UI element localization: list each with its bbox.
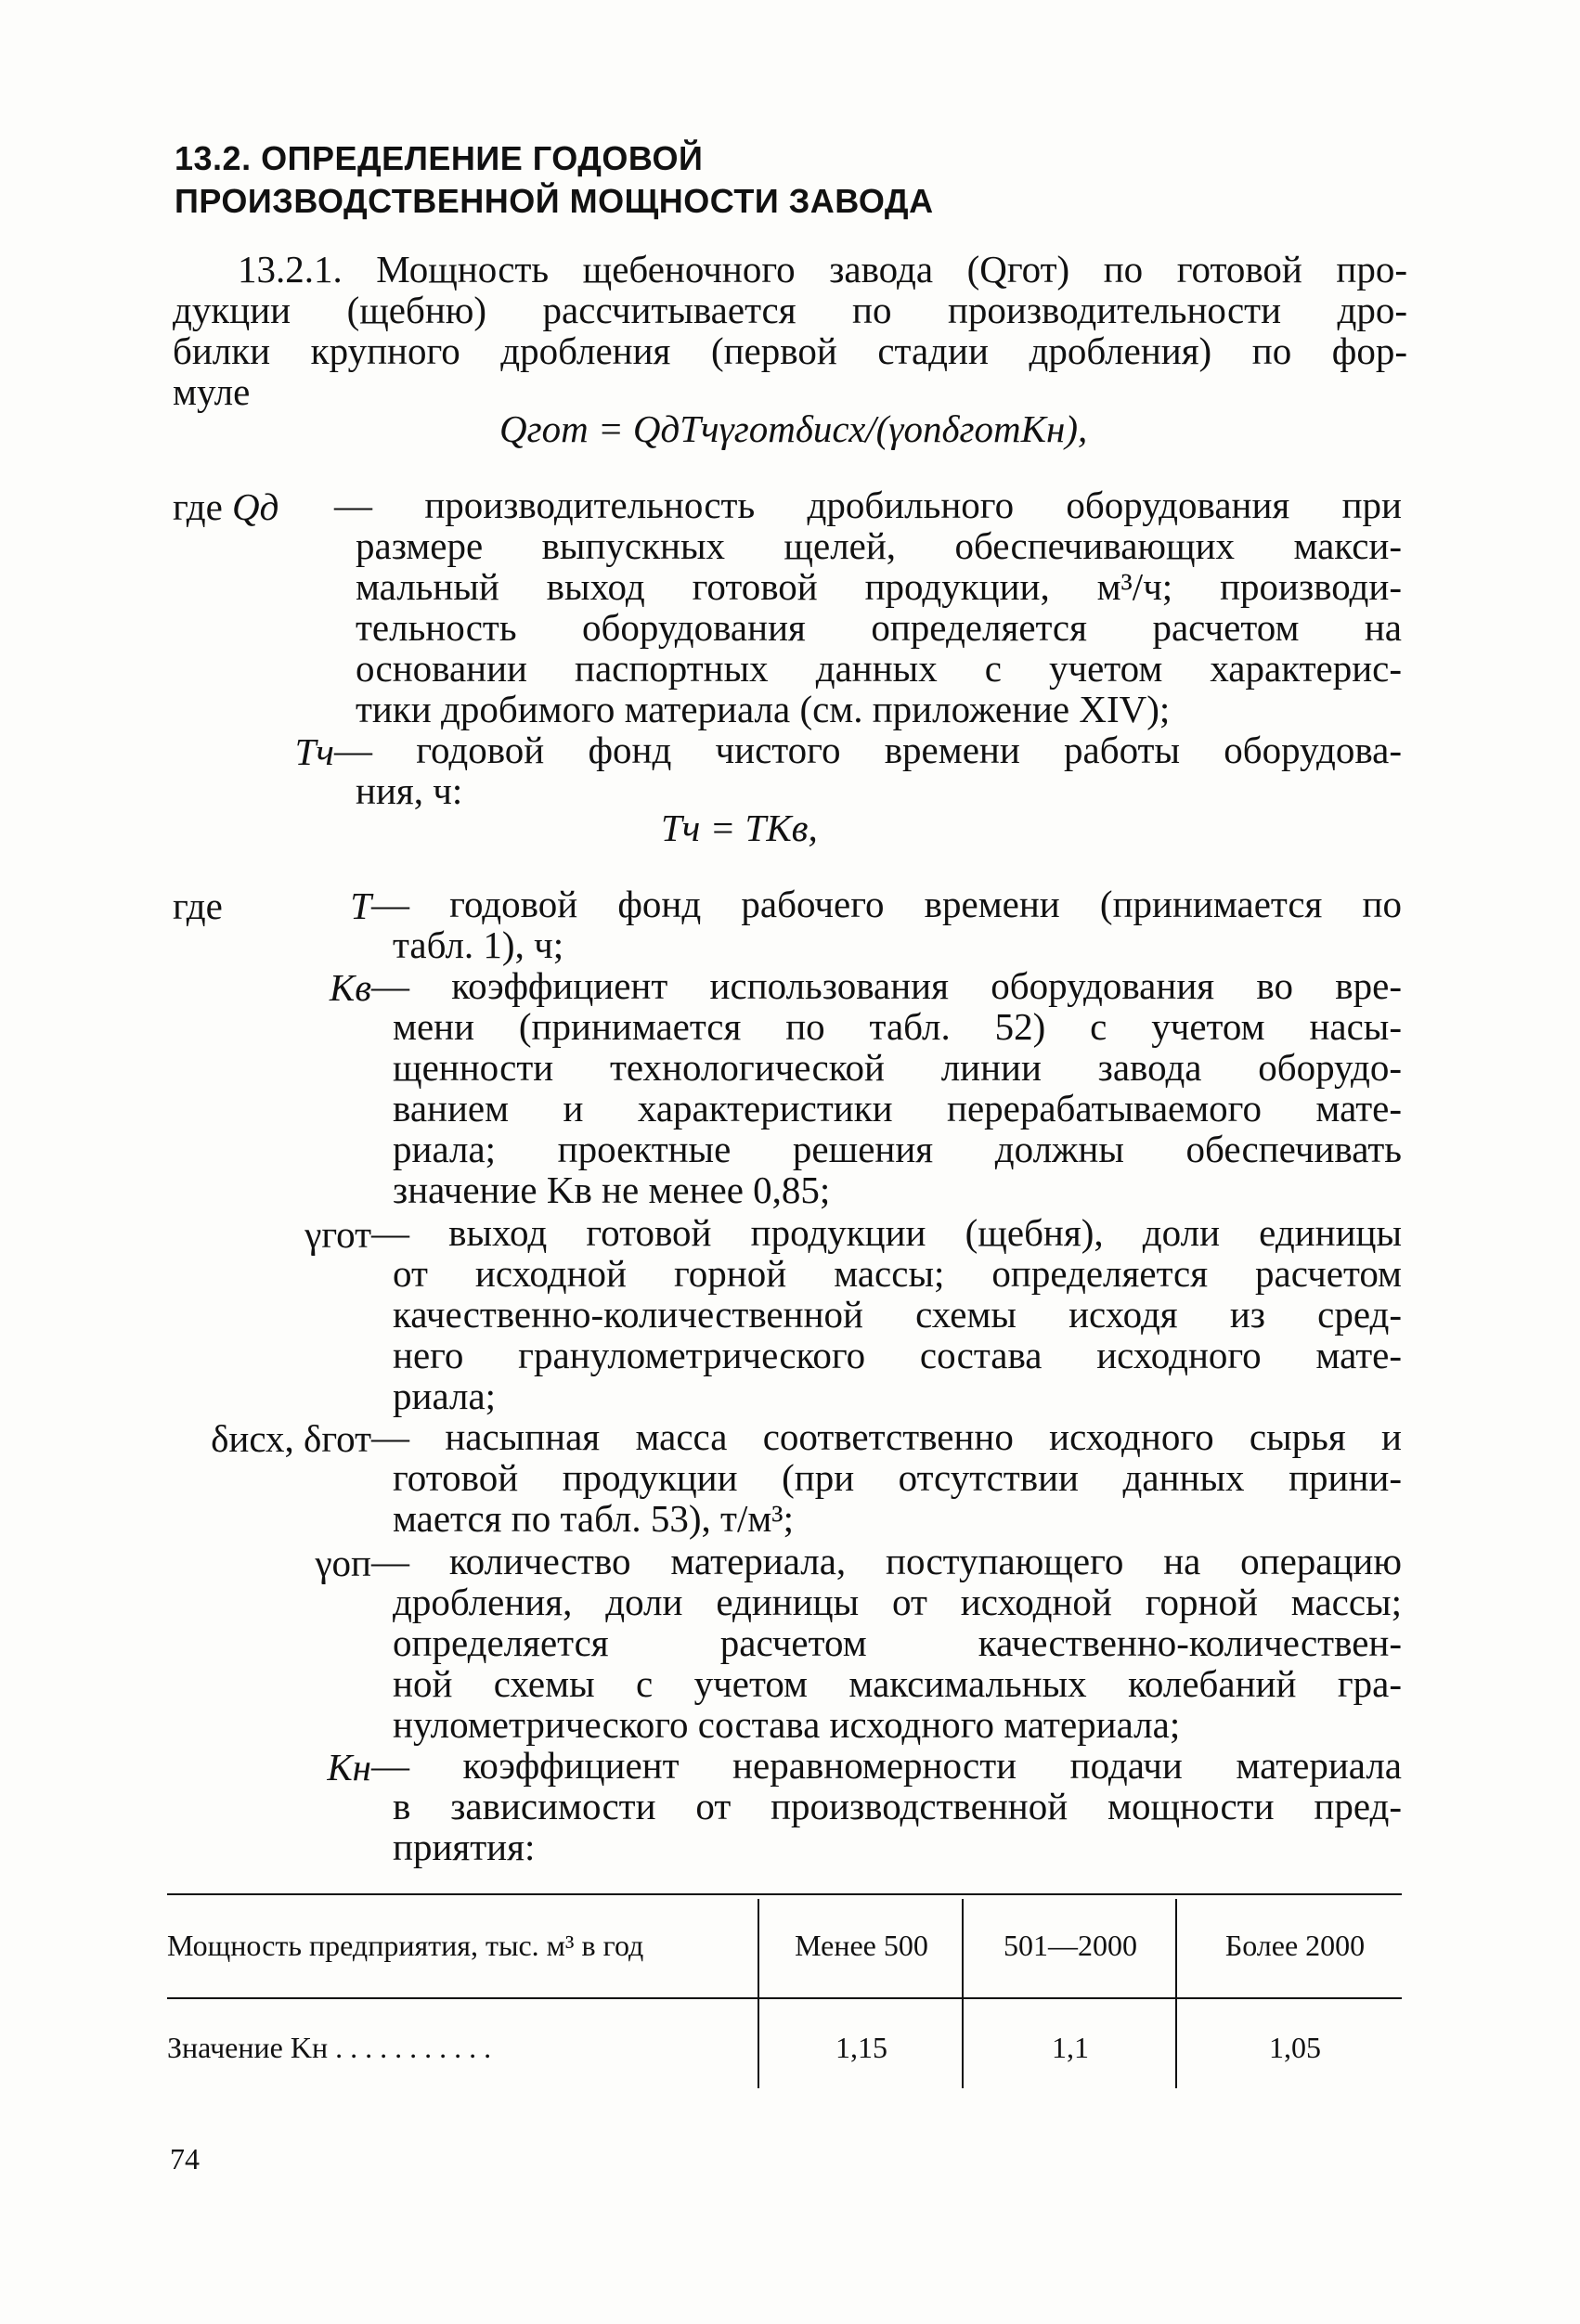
def-kn-line: в зависимости от производственной мощности пред- — [393, 1785, 1402, 1827]
def-delta-line: мается по табл. 53), т/м³; — [393, 1497, 794, 1540]
def-delta — [371, 1416, 1402, 1539]
def-qd-line: основании паспортных данных с учетом характерис- — [356, 647, 1402, 690]
table-header-col1: Менее 500 — [795, 1929, 928, 1962]
formula-q-got: Qгот = QдTчγготδисх/(γопδготKн), — [499, 407, 1088, 450]
def-qd — [334, 484, 1402, 729]
def-gamma-got-line: него гранулометрического состава исходного мате- — [393, 1334, 1402, 1376]
def-kn — [371, 1745, 1402, 1867]
def-delta-line: готовой продукции (при отсутствии данных прини- — [393, 1456, 1402, 1499]
def-kn-line: приятия: — [393, 1826, 536, 1868]
page-number: 74 — [170, 2142, 200, 2176]
table-mid-rule — [167, 1997, 1402, 1999]
table-header-label: Мощность предприятия, тыс. м³ в год — [167, 1929, 644, 1962]
def-kv-line: щенности технологической линии завода оборудо- — [393, 1046, 1402, 1089]
def-qd-line: тельность оборудования определяется расчетом на — [356, 606, 1402, 649]
def-gamma-got-line: от исходной горной массы; определяется расчетом — [393, 1252, 1402, 1295]
def-kv-line: мени (принимается по табл. 52) с учетом насы- — [393, 1005, 1402, 1048]
def-gamma-op — [371, 1541, 1402, 1745]
section-heading — [175, 137, 934, 223]
term-qd: Qд — [232, 485, 279, 528]
def-gamma-op-line: ной схемы с учетом максимальных колебаний гра- — [393, 1662, 1402, 1705]
def-kv-line: риала; проектные решения должны обеспечивать — [393, 1128, 1402, 1170]
def-tch-line: — годовой фонд чистого времени работы оборудова- — [334, 729, 1402, 771]
def-t — [371, 884, 1402, 965]
def-qd-line: тики дробимого материала (см. приложение XIV); — [356, 688, 1171, 730]
def-gamma-op-line: определяется расчетом качественно-количествен- — [393, 1621, 1402, 1664]
table-divider — [962, 1899, 964, 2088]
def-kv-line: — коэффициент использования оборудования во вре- — [371, 964, 1402, 1007]
def-t-line: табл. 1), ч; — [393, 923, 564, 966]
term-kv: Kв — [329, 966, 371, 1009]
def-qd-line: мальный выход готовой продукции, м³/ч; производи- — [356, 565, 1402, 608]
def-gamma-op-line: — количество материала, поступающего на операцию — [371, 1540, 1402, 1582]
intro-line-2: дукции (щебню) рассчитывается по производительности дро- — [173, 289, 1407, 331]
table-header-col3: Более 2000 — [1224, 1929, 1366, 1962]
table-divider — [1175, 1899, 1177, 2088]
intro-line-3: билки крупного дробления (первой стадии дробления) по фор- — [173, 329, 1407, 372]
table-row-col3: 1,05 — [1269, 2031, 1321, 2064]
def-gamma-got — [371, 1212, 1402, 1416]
table-row-col2: 1,1 — [1052, 2031, 1089, 2064]
table-top-rule — [167, 1893, 1402, 1895]
def-gamma-got-line: риала; — [393, 1375, 497, 1417]
table-row-label: Значение Kн . . . . . . . . . . . — [167, 2031, 492, 2064]
def-gamma-op-line: нулометрического состава исходного материала; — [393, 1703, 1181, 1746]
intro-line-1: 13.2.1. Мощность щебеночного завода (Qгот) по готовой про- — [238, 248, 1407, 290]
table-row-col1: 1,15 — [835, 2031, 887, 2064]
kn-table — [167, 1893, 1402, 2098]
intro-line-4: муле — [173, 370, 251, 413]
def-delta-line: — насыпная масса соответственно исходного сырья и — [371, 1415, 1402, 1458]
table-divider — [758, 1899, 759, 2088]
def-kv — [371, 965, 1402, 1210]
term-t: T — [350, 884, 371, 927]
term-gamma-got: γгот — [304, 1213, 371, 1256]
def-gamma-op-line: дробления, доли единицы от исходной горной массы; — [393, 1581, 1402, 1623]
intro-paragraph — [173, 249, 1407, 412]
def-tch — [334, 729, 1402, 811]
formula-tch: Tч = TKв, — [661, 807, 818, 849]
def-tch-line: ния, ч: — [356, 769, 463, 812]
def-qd-line: размере выпускных щелей, обеспечивающих макси- — [356, 524, 1402, 567]
def-t-line: — годовой фонд рабочего времени (принимается по — [371, 883, 1402, 925]
term-kn: Kн — [327, 1746, 371, 1788]
def-kn-line: — коэффициент неравномерности подачи материала — [371, 1744, 1402, 1787]
term-delta: δисх, δгот — [211, 1417, 371, 1460]
term-tch: Tч — [294, 730, 334, 773]
def-gamma-got-line: — выход готовой продукции (щебня), доли единицы — [371, 1211, 1402, 1254]
where-label-2: где — [173, 884, 223, 927]
def-qd-line: — производительность дробильного оборудования при — [334, 484, 1402, 526]
heading-line-2: ПРОИЗВОДСТВЕННОЙ МОЩНОСТИ ЗАВОДА — [175, 182, 934, 220]
def-kv-line: значение Kв не менее 0,85; — [393, 1168, 831, 1211]
where-label-1: где — [173, 485, 223, 528]
table-header-col2: 501—2000 — [1004, 1929, 1137, 1962]
def-gamma-got-line: качественно-количественной схемы исходя из сред- — [393, 1293, 1402, 1336]
term-gamma-op: γоп — [315, 1542, 371, 1584]
def-kv-line: ванием и характеристики перерабатываемого мате- — [393, 1087, 1402, 1130]
heading-line-1: 13.2. ОПРЕДЕЛЕНИЕ ГОДОВОЙ — [175, 139, 704, 177]
